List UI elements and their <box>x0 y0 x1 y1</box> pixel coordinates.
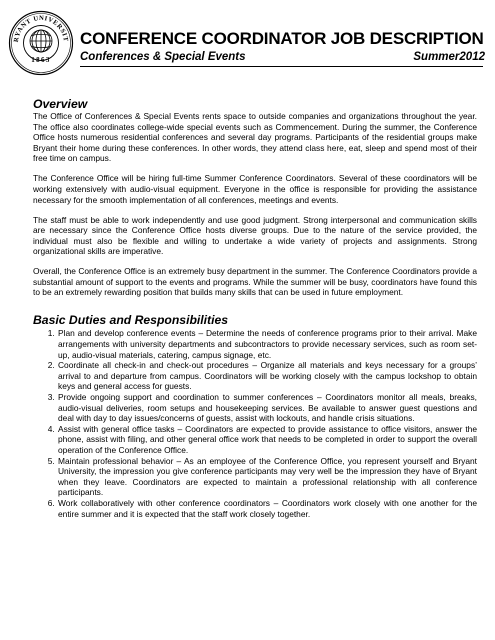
duties-section <box>33 314 477 519</box>
list-item: 4. Assist with general office tasks – Coordinators are expected to provide assistance to office visitors, answer the phone, assist with filing, and other general office work that needs to be completed in order to support the overall operation of the Conference Office. <box>57 424 477 456</box>
department-name: Conferences & Special Events <box>80 51 246 63</box>
list-item: 5. Maintain professional behavior – As an employee of the Conference Office, you represent yourself and Bryant University, the impression you give conference participants may very well be the impression they have of Bryant when they leave. Coordinators are expected to maintain a professional relationship with all conference participants. <box>57 456 477 498</box>
list-item: 6. Work collaboratively with other conference coordinators – Coordinators work closely with one another for the entire summer and it is expected that the staff work closely together. <box>57 498 477 519</box>
list-item: 1. Plan and develop conference events – Determine the needs of conference programs prior to their arrival. Make arrangements with university departments and subcontractors to provide necessary services, such as room set-up, audio-visual materials, catering, campus signage, etc. <box>57 328 477 360</box>
overview-section <box>33 98 477 298</box>
document-body <box>33 98 477 519</box>
duties-heading: Basic Duties and Responsibilities <box>33 313 229 328</box>
university-seal-logo <box>8 10 74 76</box>
overview-paragraph: The staff must be able to work independently and use good judgment. Strong interpersonal and communication skills are necessary since the Conference Office hosts diverse groups. Due to the nature of the service provided, the individual must also be flexible and willing to undertake a wide variety of projects and assignments. Strong organizational skills are imperative. <box>33 214 477 257</box>
list-item: 3. Provide ongoing support and coordination to summer conferences – Coordinators monitor all meals, breaks, audio-visual deliveries, room setups and housekeeping services. Be available to answer guest questions and deal with day to day issues/concerns of guests, assist with lockouts, and handle crisis situations. <box>57 392 477 424</box>
seal-year: 1863 <box>31 56 51 64</box>
subtitle-row <box>80 50 485 64</box>
overview-heading: Overview <box>33 97 88 111</box>
svg-text:BRYANT UNIVERSITY <box>8 10 69 43</box>
overview-paragraph: Overall, the Conference Office is an extremely busy department in the summer. The Conference Coordinators provide a substantial amount of support to the events and programs. While the summer will be busy, coordinators have found this to be an extremely rewarding position that builds many skills that can be used in future employment. <box>33 266 477 298</box>
header-rule <box>80 66 483 67</box>
document-title: CONFERENCE COORDINATOR JOB DESCRIPTION <box>80 29 484 48</box>
seal-ring-text: RYANT UNIVERSIT <box>12 14 70 43</box>
list-item: 2. Coordinate all check-in and check-out procedures – Organize all materials and keys necessary for a groups’ arrival to and departure from campus. Coordinators will be working closely with the campus lockshop to obtain keys and general access for guests. <box>57 360 477 392</box>
overview-paragraph: The Office of Conferences & Special Events rents space to outside companies and organizations throughout the year. The office also coordinates college-wide special events such as Commencement. During the summer, the Conference Office hosts numerous residential conferences and several day programs. Participants of the residential groups make Bryant their home during these conferences. In other words, they attend class here, eat, sleep and spend most of their free time on campus. <box>33 111 477 164</box>
overview-paragraph: The Conference Office will be hiring full-time Summer Conference Coordinators. Several of these coordinators will be working extensively with audio-visual equipment. Everyone in the office is responsible for providing the assistance necessary for the smooth implementation of all conferences, meetings and events. <box>33 173 477 205</box>
term-label: Summer2012 <box>413 51 485 63</box>
duties-list <box>33 328 477 519</box>
document-header <box>80 30 485 64</box>
